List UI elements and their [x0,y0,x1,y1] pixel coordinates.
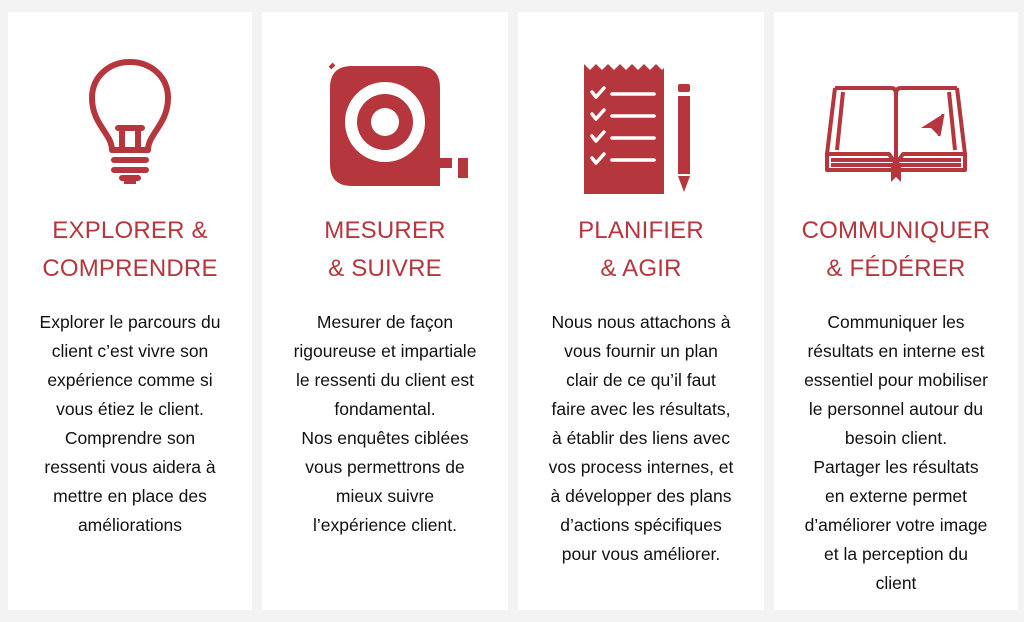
description-line: mieux suivre [335,486,435,506]
description-line: fondamental. [334,399,436,419]
card-description [784,308,1008,598]
title-line: & FÉDÉRER [826,255,966,282]
description-line: améliorations [77,515,183,535]
description-line: vous permettrons de [305,457,465,477]
description-line: expérience comme si [47,370,213,390]
card-communiquer [774,12,1018,610]
tape-measure-icon [262,54,508,204]
card-title [8,212,252,288]
card-description [18,308,242,540]
description-line: Mesurer de façon [316,312,454,332]
description-line: l’expérience client. [313,515,457,535]
description-line: le personnel autour du [808,399,984,419]
description-line: à établir des liens avec [551,428,731,448]
card-description [528,308,754,569]
description-line: faire avec les résultats, [551,399,731,419]
description-line: d’améliorer votre image [804,515,988,535]
description-line: vous étiez le client. [56,399,204,419]
checklist-icon [518,54,764,204]
card-mesurer [262,12,508,610]
description-line: besoin client. [844,428,948,448]
title-line: PLANIFIER [578,217,704,244]
description-line: Nous nous attachons à [551,312,731,332]
description-line: pour vous améliorer. [561,544,721,564]
description-line: mettre en place des [53,486,207,506]
title-line: & SUIVRE [328,255,442,282]
description-line: clair de ce qu’il faut [566,370,716,390]
lightbulb-icon [8,54,252,204]
title-line: & AGIR [600,255,682,282]
description-line: et la perception du [824,544,968,564]
card-title [774,212,1018,288]
card-planifier [518,12,764,610]
description-line: en externe permet [824,486,968,506]
description-line: Partager les résultats [813,457,979,477]
description-line: résultats en interne est [807,341,985,361]
description-line: d’actions spécifiques [560,515,722,535]
description-line: Communiquer les [827,312,965,332]
description-line: client c’est vivre son [51,341,209,361]
description-line: Explorer le parcours du [39,312,221,332]
title-line: COMMUNIQUER [801,217,991,244]
description-line: vous fournir un plan [564,341,718,361]
description-line: essentiel pour mobiliser [804,370,988,390]
description-line: Comprendre son [64,428,196,448]
description-line: rigoureuse et impartiale [293,341,477,361]
description-line: client [875,573,917,593]
description-line: ressenti vous aidera à [44,457,216,477]
description-line: à développer des plans [550,486,732,506]
open-book-icon [774,54,1018,204]
title-line: MESURER [324,217,446,244]
description-line: le ressenti du client est [295,370,474,390]
card-title [518,212,764,288]
card-title [262,212,508,288]
title-line: EXPLORER & [52,217,208,244]
card-description [272,308,498,540]
card-explorer [8,12,252,610]
description-line: vos process internes, et [548,457,734,477]
title-line: COMPRENDRE [42,255,218,282]
description-line: Nos enquêtes ciblées [301,428,469,448]
